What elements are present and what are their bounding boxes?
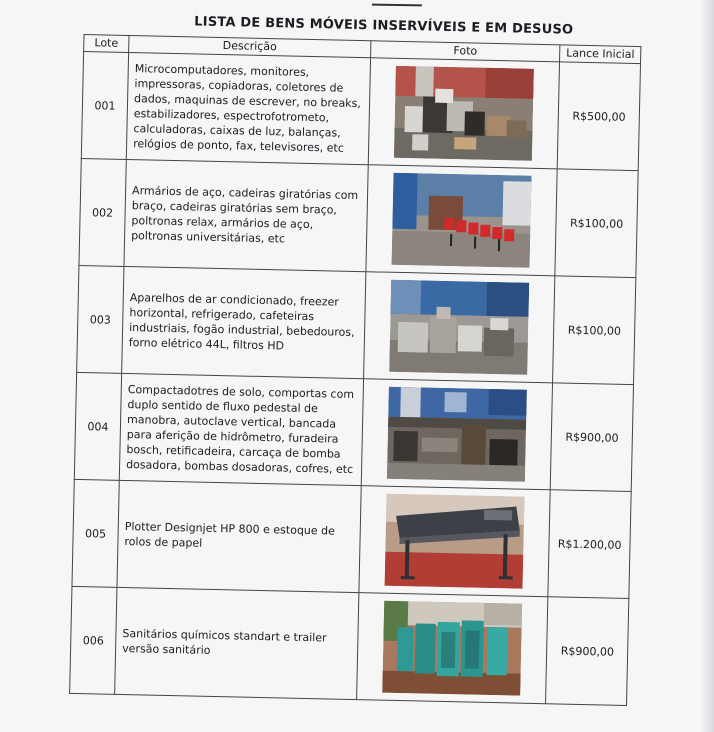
lote-number: 006 bbox=[70, 586, 117, 694]
red-chairs-photo bbox=[392, 173, 532, 268]
plotter-photo bbox=[385, 494, 525, 589]
lance-inicial: R$1.200,00 bbox=[548, 490, 631, 599]
header-foto: Foto bbox=[370, 41, 560, 62]
header-descricao: Descrição bbox=[129, 35, 371, 57]
lote-number: 002 bbox=[79, 158, 126, 266]
item-description: Compactadotres de solo, comportas com duplo sentido de fluxo pedestal de manobra, autoclave vertical, bancada para aferição de hidrômetro, furadeira bosch, retificadeira, carcaça de bomba dosadora, bombas dosadoras, cofres, etc bbox=[119, 373, 363, 485]
table-row bbox=[72, 479, 631, 598]
lance-inicial: R$900,00 bbox=[551, 383, 634, 492]
header-lance: Lance Inicial bbox=[560, 45, 641, 64]
item-description: Armários de aço, cadeiras giratórias com braço, cadeiras giratórias sem braço, poltronas relax, armários de aço, poltronas universitárias, etc bbox=[124, 159, 368, 271]
item-description: Microcomputadores, monitores, impressoras, copiadoras, coletores de dados, maquinas de escrever, no breaks, estabilizadores, espectrofotrometo, calculadoras, caixas de luz, balanças, relógios de ponto, fax, televisores, etc bbox=[126, 52, 370, 164]
lote-number: 003 bbox=[77, 265, 124, 373]
table-row bbox=[79, 158, 638, 277]
item-description: Plotter Designjet HP 800 e estoque de rolos de papel bbox=[117, 480, 361, 592]
item-description: Aparelhos de ar condicionado, freezer horizontal, refrigerado, cafeteiras industriais, fogão industrial, bebedouros, forno elétrico 44L, filtros HD bbox=[122, 266, 366, 378]
pile-of-electronics-photo bbox=[394, 66, 534, 161]
table-row bbox=[77, 265, 636, 384]
lance-inicial: R$500,00 bbox=[558, 62, 641, 171]
lance-inicial: R$100,00 bbox=[555, 169, 638, 278]
appliances-photo bbox=[389, 280, 529, 375]
lance-inicial: R$100,00 bbox=[553, 276, 636, 385]
cropped-header-mark bbox=[372, 0, 422, 6]
item-description: Sanitários químicos standart e trailer versão sanitário bbox=[115, 587, 359, 699]
lote-number: 004 bbox=[74, 372, 121, 480]
page-title: LISTA DE BENS MÓVEIS INSERVÍVEIS E EM DESUSO bbox=[194, 14, 574, 38]
lance-inicial: R$900,00 bbox=[546, 597, 629, 706]
items-table bbox=[69, 34, 641, 706]
table-row bbox=[74, 372, 633, 491]
lote-number: 001 bbox=[81, 52, 128, 160]
table-row bbox=[81, 52, 640, 171]
header-lote: Lote bbox=[84, 35, 129, 53]
portable-toilets-photo bbox=[382, 601, 522, 696]
machinery-photo bbox=[387, 387, 527, 482]
lote-number: 005 bbox=[72, 479, 119, 587]
table-row bbox=[70, 586, 629, 705]
document-body bbox=[69, 12, 644, 706]
